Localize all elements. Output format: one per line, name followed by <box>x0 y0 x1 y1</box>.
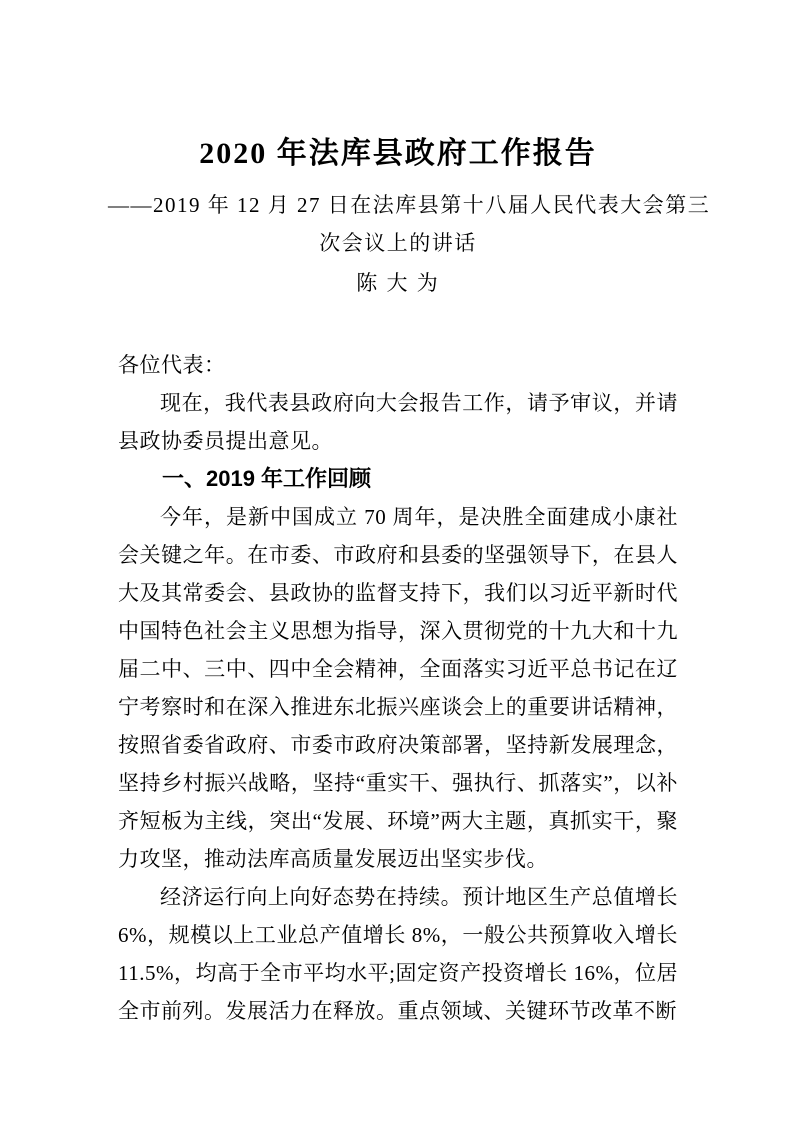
section-heading: 一、2019 年工作回顾 <box>162 466 372 491</box>
intro-paragraph: 现在，我代表县政府向大会报告工作，请予审议，并请县政协委员提出意见。 <box>118 391 678 453</box>
document-body <box>118 346 678 1030</box>
subtitle <box>108 186 711 262</box>
page-title: 2020 年法库县政府工作报告 <box>199 137 597 170</box>
author-name: 陈 大 为 <box>356 271 440 295</box>
body-paragraph-1: 今年，是新中国成立 70 周年，是决胜全面建成小康社会关键之年。在市委、市政府和县委的坚强领导下，在县人大及其常委会、县政协的监督支持下，我们以习近平新时代中国特色社会主义思想为指导，深入贯彻党的十九大和十九届二中、三中、四中全会精神，全面落实习近平总书记在辽宁考察时和在深入推进东北振兴座谈会上的重要讲话精神，按照省委省政府、市委市政府决策部署，坚持新发展理念，坚持乡村振兴战略，坚持“重实干、强执行、抓落实”，以补齐短板为主线，突出“发展、环境”两大主题，真抓实干，聚力攻坚，推动法库高质量发展迈出坚实步伐。 <box>118 505 678 871</box>
subtitle-line-2: 次会议上的讲话 <box>319 231 477 255</box>
subtitle-line-1: ——2019 年 12 月 27 日在法库县第十八届人民代表大会第三 <box>108 193 711 217</box>
body-paragraph-2: 经济运行向上向好态势在持续。预计地区生产总值增长 6%，规模以上工业总产值增长 8%，一般公共预算收入增长 11.5%，均高于全市平均水平;固定资产投资增长 16%，位居全市前列。发展活力在释放。重点领域、关键环节改革不断 <box>118 885 678 1023</box>
salutation: 各位代表： <box>118 353 226 377</box>
